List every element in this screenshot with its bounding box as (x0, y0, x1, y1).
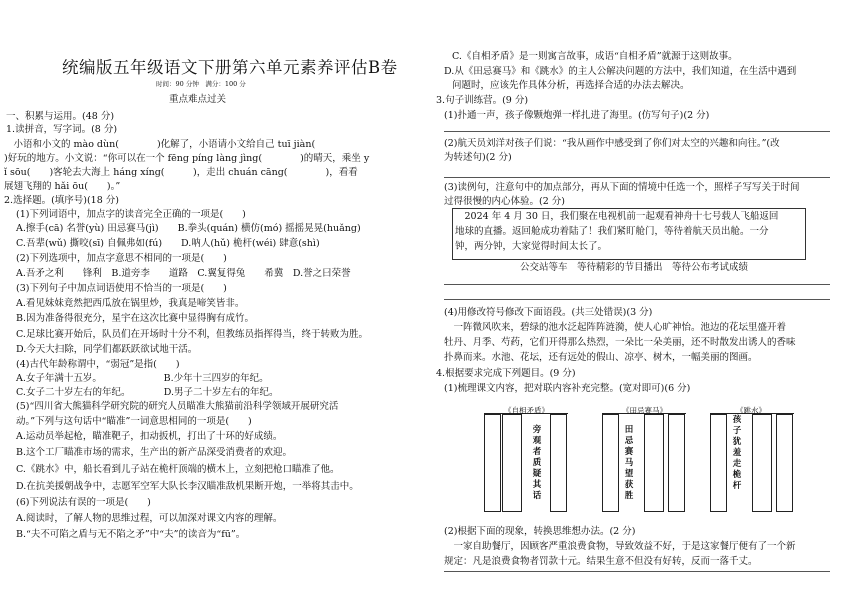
scenario-options: 公交站等车 等待精彩的节目播出 等待公布考试成绩 (520, 262, 749, 273)
left-line: 1.读拼音，写字词。(8 分) (6, 124, 118, 135)
right-line: 一阵微风吹来，碧绿的池水泛起阵阵涟漪，使人心旷神怡。池边的花坛里盛开着 (444, 322, 787, 333)
couplet-line: 田忌赛马望获胜 (624, 425, 634, 501)
right-line: C.《自相矛盾》是一则寓言故事，成语“自相矛盾”就源于这则故事。 (452, 51, 738, 62)
right-line: 规定：凡是浪费食物者罚款十元。结果生意不但没有好转，反而一落千丈。 (444, 556, 758, 567)
answer-line[interactable] (444, 177, 830, 178)
couplet-line: 旁观者质疑其话 (532, 425, 542, 501)
left-line: (4)古代年龄称谓中，“弱冠”是指( ) (16, 359, 180, 370)
right-line: (3)读例句，注意句中的加点部分，再从下面的情境中任选一个，照样子写写关于时间 (444, 182, 800, 193)
answer-line[interactable] (444, 284, 830, 285)
couplet-pillar (668, 414, 685, 512)
couplet-blank[interactable] (644, 414, 664, 512)
passage-line: 地球的直播。返回舱成功着陆了！我们紧盯舱门，等待着航天员出舱。一分 (455, 226, 769, 237)
left-line: 展翅飞翔的 hǎi ōu( )。” (4, 181, 121, 192)
couplet-pillar (776, 414, 793, 512)
passage-line: 2024 年 4 月 30 日，我们聚在电视机前一起观看神舟十七号载人飞船返回 (455, 211, 779, 222)
couplet-label: 《自相矛盾》 (504, 406, 549, 415)
left-line: (6)下列说法有误的一项是( ) (16, 497, 151, 508)
left-line: A.运动员举起枪，瞄准靶子，扣动扳机，打出了十环的好成绩。 (16, 431, 283, 442)
left-line: C.《跳水》中，船长看到儿子站在桅杆顶端的横木上，立刻把枪口瞄准了他。 (16, 464, 340, 475)
couplet-line: 孩子犹羞走桅杆 (732, 415, 742, 491)
left-line: A.女子年满十五岁。 B.少年十三四岁的年纪。 (16, 373, 269, 384)
left-line: A.阅读时，了解人物的思维过程，可以加深对课文内容的理解。 (16, 513, 283, 524)
left-line: C.女子二十岁左右的年纪。 D.男子二十岁左右的年纪。 (16, 387, 279, 398)
right-line: 4.根据要求完成下列题目。(9 分) (436, 368, 576, 379)
left-line: D.在抗美援朝战争中，志愿军空军大队长李汉瞄准敌机果断开炮，一举将其击中。 (16, 481, 359, 492)
left-line: 2.选择题。(填序号)(18 分) (4, 195, 119, 206)
couplet-label: 《跳水》 (736, 406, 766, 415)
exam-meta: 时间：90 分钟 满分：100 分 (156, 80, 246, 88)
left-line: C.足球比赛开始后，队员们在开场时十分不利，但教练员指挥得当，终于转败为胜。 (16, 329, 368, 340)
left-line: B.“夫不可陷之盾与无不陷之矛”中“夫”的读音为“fū”。 (16, 529, 246, 540)
passage-line: 钟，两分钟，大家觉得时间太长了。 (455, 241, 608, 252)
couplet-blank[interactable] (502, 414, 522, 512)
right-line: (2)根据下面的现象，转换思维想办法。(2 分) (444, 526, 636, 537)
exam-title: 统编版五年级语文下册第六单元素养评估B卷 (62, 58, 398, 77)
couplet-label: 《田忌赛马》 (622, 406, 667, 415)
right-line: (2)航天员刘洋对孩子们说：“我从画作中感受到了你们对太空的兴趣和向往。”(改 (444, 138, 780, 149)
left-line: A.擦手(cā) 名誉(yù) 田忌赛马(jì) B.拳头(quán) 横仿(mó) 摇摇晃晃(huǎng) (16, 223, 361, 234)
left-line: C.吾辈(wǔ) 撕咬(sī) 自佩弗如(fú) D.呐人(hǔ) 桅杆(wéi) 肆意(shì) (16, 238, 320, 249)
couplet-pillar (550, 414, 567, 512)
right-line: (1)梳理课文内容，把对联内容补充完整。(宽对即可)(6 分) (444, 383, 691, 394)
answer-line[interactable] (444, 571, 830, 572)
example-passage-box (452, 208, 806, 260)
left-line: (5)“四川省大熊猫科学研究院的研究人员瞄准大熊猫前沿科学领域开展研究活 (16, 401, 339, 412)
right-line: 问题时，应该先作具体分析，再选择合适的办法去解决。 (452, 80, 690, 91)
left-line: 动。”下列与这句话中“瞄准”一词意思相同的一项是( ) (16, 416, 252, 427)
right-line: 过得很慢的内心体验。(2 分) (444, 196, 565, 207)
left-line: (3)下列句子中加点词语使用不恰当的一项是( ) (16, 283, 227, 294)
right-line: 3.句子训练营。(9 分) (436, 95, 529, 106)
couplet-ziangmaodun (482, 405, 596, 512)
left-line: 一、积累与运用。(48 分) (6, 111, 115, 122)
left-line: ǐ sōu( )客轮去大海上 háng xíng( )，走出 chuán cāng( )，看看 (4, 167, 358, 178)
right-line: 为转述句)(2 分) (444, 152, 512, 163)
right-line: 一家自助餐厅，因顾客严重浪费食物，导致效益不好，于是这家餐厅便有了一个新 (444, 541, 796, 552)
left-line: (1)下列词语中，加点字的读音完全正确的一项是( ) (16, 209, 246, 220)
left-line: (2)下列选项中，加点字意思不相同的一项是( ) (16, 253, 227, 264)
left-line: A.吾矛之利 锋利 B.道旁李 道路 C.翼复得兔 希冀 D.誉之曰荣誉 (16, 268, 351, 279)
couplet-pillar (602, 414, 619, 512)
left-line: )好玩的地方。小文说：“你可以在一个 fēng píng làng jìng( )的晴天，乘坐 y (4, 153, 370, 164)
couplet-blank[interactable] (752, 414, 772, 512)
right-line: (1)扑通一声，孩子像颗炮弹一样扎进了海里。(仿写句子)(2 分) (444, 110, 710, 121)
left-line: B.这个工厂瞄准市场的需求，生产出的新产品深受消费者的欢迎。 (16, 447, 293, 458)
right-line: 扑鼻而来。水池、花坛，还有远处的假山、凉亭、树木，一幅美丽的图画。 (444, 352, 758, 363)
answer-line[interactable] (444, 299, 830, 300)
couplet-pillar (710, 414, 727, 512)
couplet-tianjisaima (600, 405, 714, 512)
section-subtitle: 重点难点过关 (169, 94, 227, 105)
right-line: D.从《田忌赛马》和《跳水》的主人公解决问题的方法中，我们知道，在生活中遇到 (444, 66, 797, 77)
left-line: D.今天大扫除，同学们都跃跃欲试地干活。 (16, 344, 198, 355)
left-line: 小语和小文的 mào dùn( )化解了，小语请小文给自己 tuī jiàn( (4, 139, 316, 150)
right-line: 牡丹、月季、芍药，它们开得那么热烈，一朵比一朵美丽，还不时散发出诱人的香味 (444, 337, 796, 348)
left-line: B.因为准备得很充分，星宇在这次比赛中显得胸有成竹。 (16, 313, 255, 324)
couplet-pillar (484, 414, 501, 512)
answer-line[interactable] (444, 131, 830, 132)
left-line: A.看见妹妹竟然把西瓜放在锅里炒，我真是啼笑皆非。 (16, 298, 245, 309)
right-line: (4)用修改符号修改下面语段。(共三处错误)(3 分) (444, 307, 653, 318)
couplet-tiaoshui (708, 405, 822, 512)
